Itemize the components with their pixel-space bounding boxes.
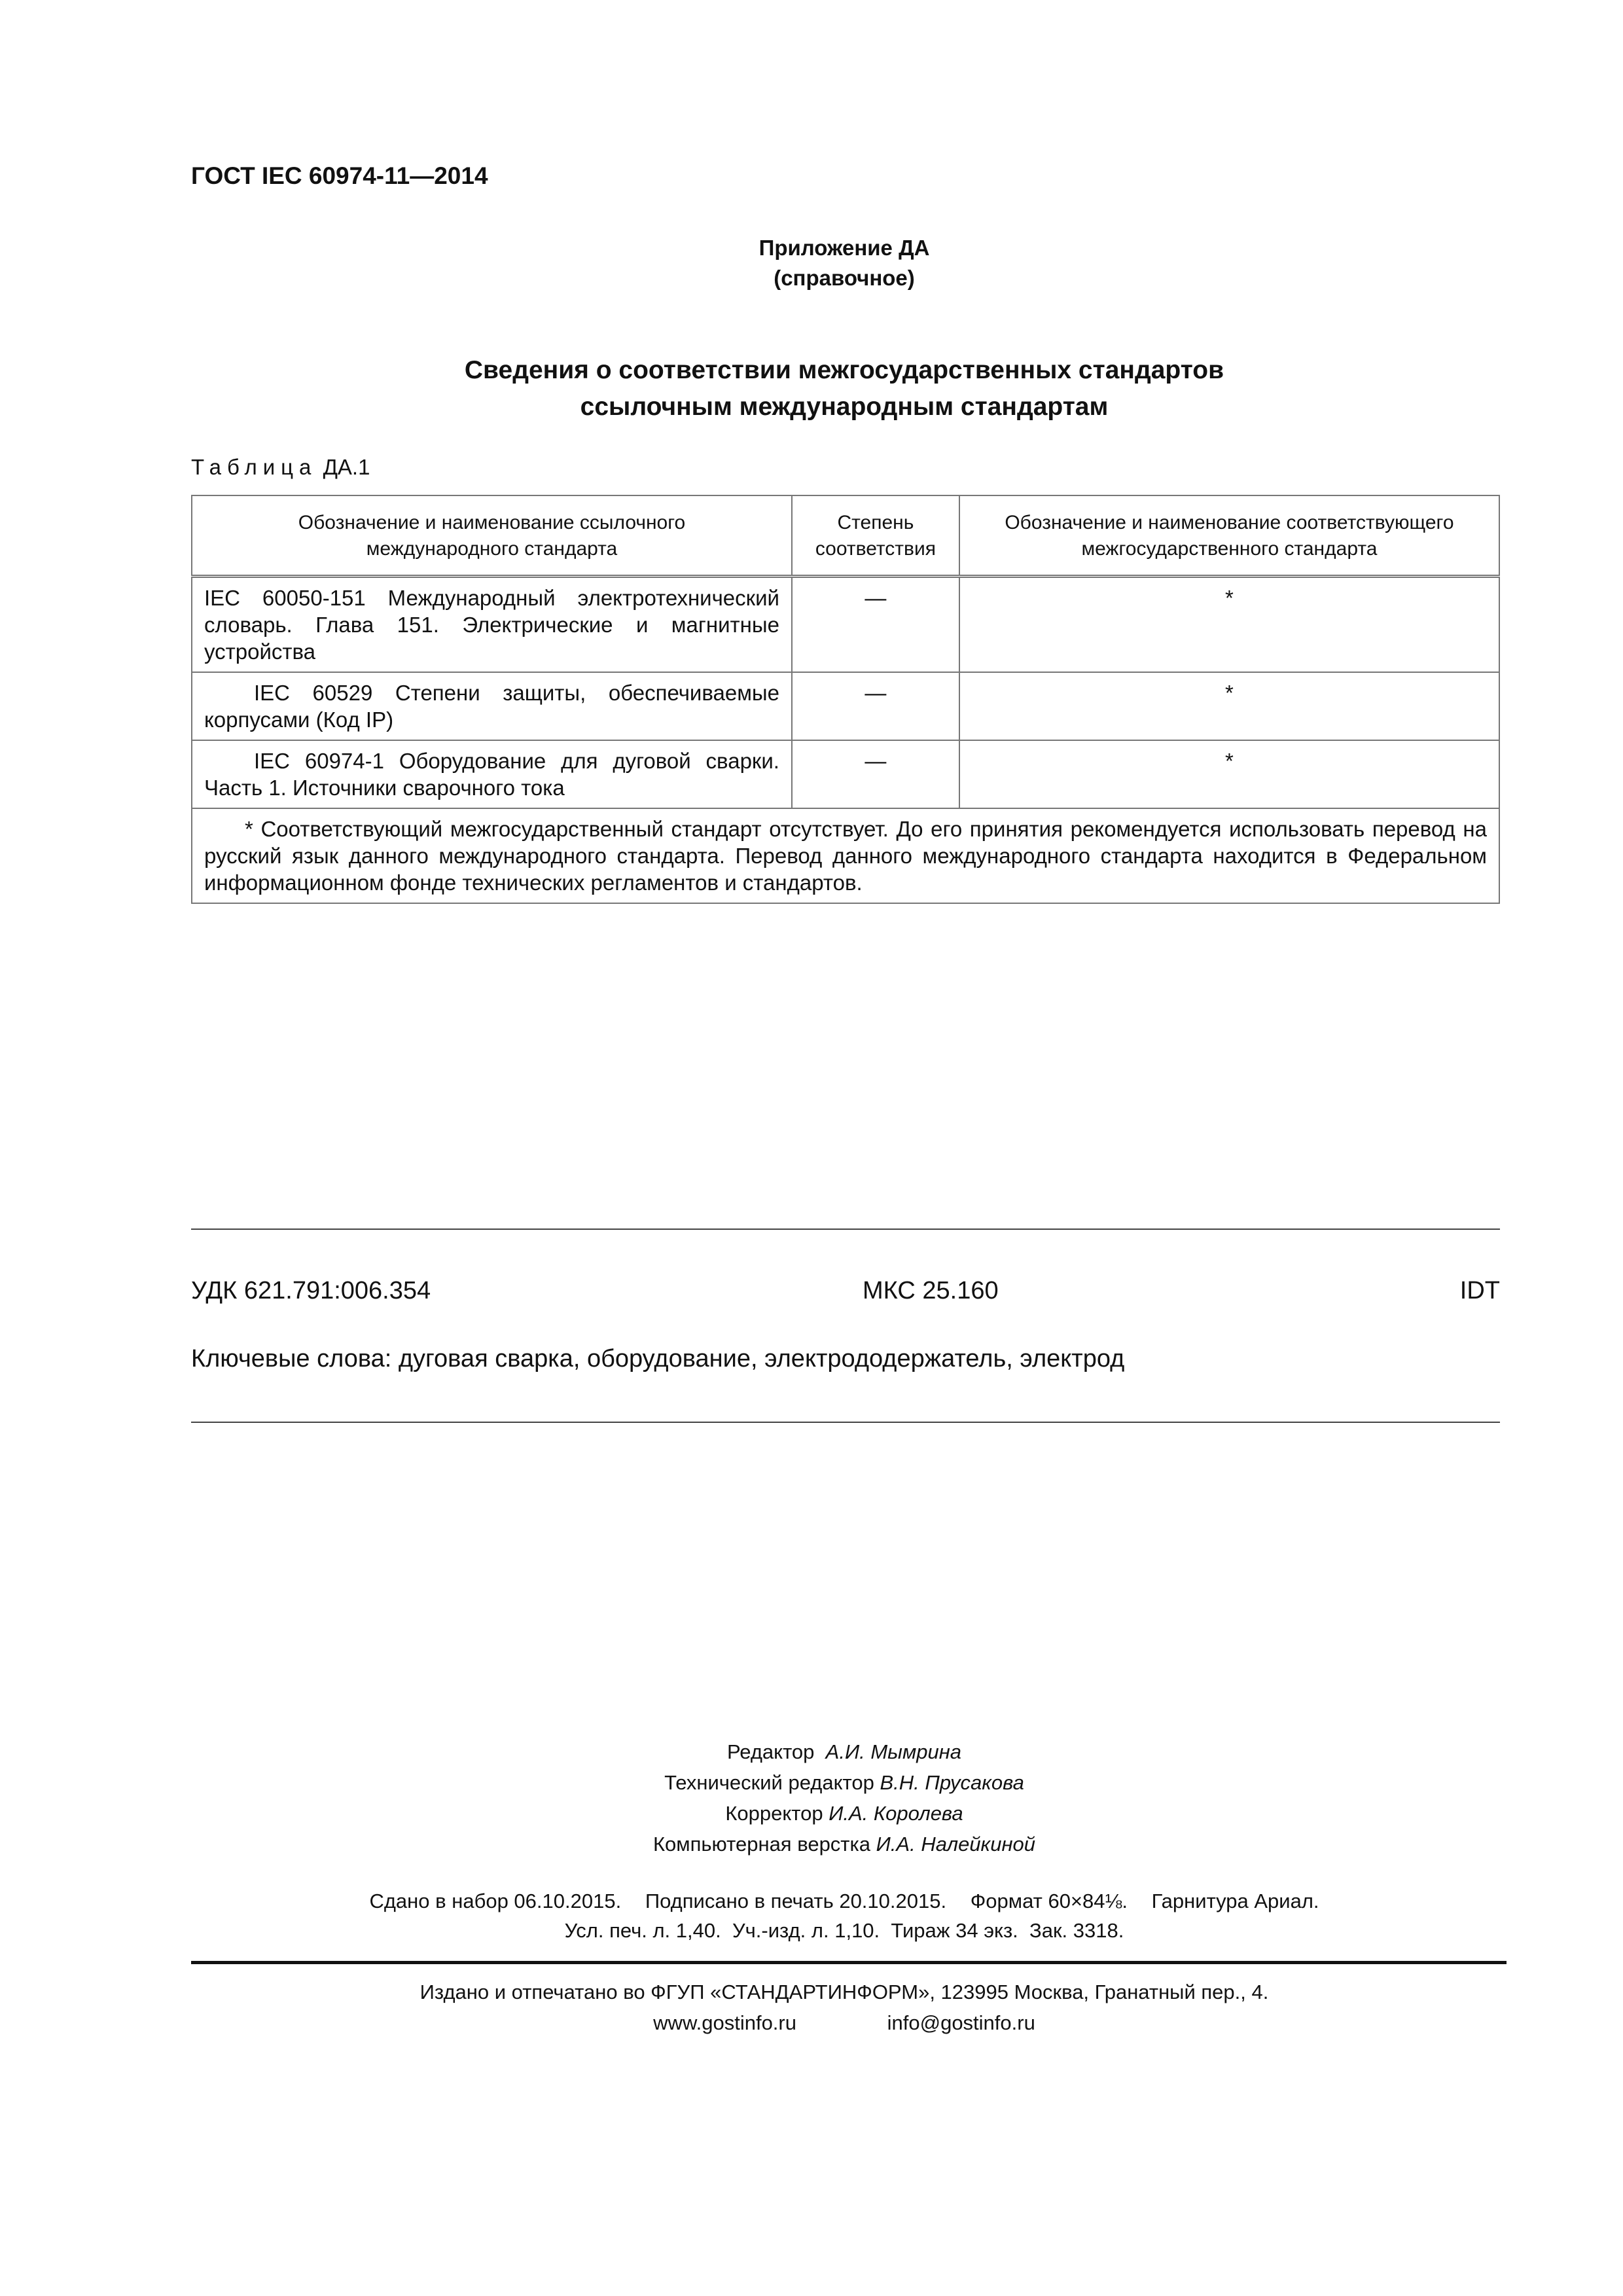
credit-name: А.И. Мымрина (825, 1740, 962, 1763)
section-title (0, 352, 1623, 425)
row-interstate-standard: * (959, 672, 1499, 740)
header-reference-standard (192, 495, 792, 577)
divider-bottom (191, 1422, 1500, 1423)
keywords: Ключевые слова: дуговая сварка, оборудование, электрододержатель, электрод (191, 1345, 1125, 1372)
credit-tech-editor (0, 1767, 1623, 1798)
print-submitted: Сдано в набор 06.10.2015. (369, 1890, 622, 1912)
correspondence-table (191, 495, 1500, 904)
row-reference-standard (192, 740, 792, 808)
credit-role: Компьютерная верстка (653, 1833, 870, 1856)
appendix-heading (0, 233, 1623, 293)
credit-layout (0, 1829, 1623, 1859)
row-degree: — (792, 577, 959, 673)
table-footnote (192, 808, 1499, 903)
section-title-line2: ссылочным международным стандартам (580, 393, 1109, 421)
row-name-text: IEC 60974-1 Оборудование для дуговой сварки. Часть 1. Источники сварочного тока (204, 749, 779, 800)
row-reference-standard (192, 672, 792, 740)
print-pub-sheets: Уч.-изд. л. 1,10. (732, 1919, 880, 1942)
credit-role: Редактор (726, 1740, 815, 1763)
credit-editor (0, 1736, 1623, 1767)
header-col1-line1: Обозначение и наименование ссылочного (298, 512, 686, 533)
footnote-text: * Соответствующий межгосударственный стандарт отсутствует. До его принятия рекомендуется использовать перевод на русский язык данного международного стандарта. Перевод данного международного стандарта находится в Федеральном информационном фонде технических регламентов и стандартов. (204, 817, 1487, 895)
print-order: Зак. 3318. (1029, 1919, 1124, 1942)
header-col2-line2: соответствия (815, 538, 936, 560)
print-typeface: Гарнитура Ариал. (1151, 1890, 1319, 1912)
credits-block (0, 1736, 1623, 1859)
credit-role: Корректор (725, 1802, 823, 1825)
print-sheets: Усл. печ. л. 1,40. (564, 1919, 721, 1942)
appendix-subtitle: (справочное) (774, 266, 915, 290)
header-col2-line1: Степень (837, 512, 914, 533)
table-label (191, 455, 370, 480)
table-footnote-row (192, 808, 1499, 903)
row-reference-standard: IEC 60050-151 Международный электротехнический словарь. Глава 151. Электрические и магнитные устройства (192, 577, 792, 673)
print-info (0, 1886, 1623, 1945)
table-label-word: Таблица (191, 455, 317, 479)
row-degree: — (792, 672, 959, 740)
publisher-contacts (0, 2007, 1623, 2038)
table-row (192, 672, 1499, 740)
header-col1-line2: международного стандарта (366, 538, 618, 560)
document-code: ГОСТ IEC 60974-11—2014 (191, 162, 488, 189)
appendix-title: Приложение ДА (758, 236, 930, 260)
row-interstate-standard: * (959, 740, 1499, 808)
header-degree (792, 495, 959, 577)
row-degree: — (792, 740, 959, 808)
table-header-row (192, 495, 1499, 577)
credit-role: Технический редактор (664, 1771, 874, 1794)
print-format: Формат 60×84⅛. (970, 1890, 1128, 1912)
publisher-block (0, 1977, 1623, 2038)
print-info-line1 (0, 1886, 1623, 1916)
row-name-text: IEC 60529 Степени защиты, обеспечиваемые корпусами (Код IP) (204, 681, 779, 732)
header-interstate-standard (959, 495, 1499, 577)
section-title-line1: Сведения о соответствии межгосударственных стандартов (464, 356, 1224, 384)
row-interstate-standard: * (959, 577, 1499, 673)
udk-code: УДК 621.791:006.354 (191, 1277, 431, 1304)
credit-name: И.А. Налейкиной (876, 1833, 1035, 1856)
header-col3-line2: межгосударственного стандарта (1081, 538, 1378, 560)
print-info-line2 (0, 1916, 1623, 1945)
credit-name: В.Н. Прусакова (880, 1771, 1024, 1794)
table-label-number: ДА.1 (323, 455, 370, 479)
publisher-line: Издано и отпечатано во ФГУП «СТАНДАРТИНФОРМ», 123995 Москва, Гранатный пер., 4. (419, 1981, 1269, 2003)
divider-top (191, 1229, 1500, 1230)
idt-marker: IDT (1459, 1277, 1500, 1304)
credit-name: И.А. Королева (829, 1802, 963, 1825)
mks-code: МКС 25.160 (863, 1277, 999, 1304)
publisher-website[interactable]: www.gostinfo.ru (653, 2011, 796, 2034)
table-row (192, 577, 1499, 673)
print-signed: Подписано в печать 20.10.2015. (645, 1890, 947, 1912)
table-row (192, 740, 1499, 808)
publisher-rule (191, 1961, 1507, 1964)
header-col3-line1: Обозначение и наименование соответствующего (1005, 512, 1454, 533)
credit-corrector (0, 1798, 1623, 1829)
print-run: Тираж 34 экз. (891, 1919, 1018, 1942)
publisher-email[interactable]: info@gostinfo.ru (887, 2011, 1035, 2034)
